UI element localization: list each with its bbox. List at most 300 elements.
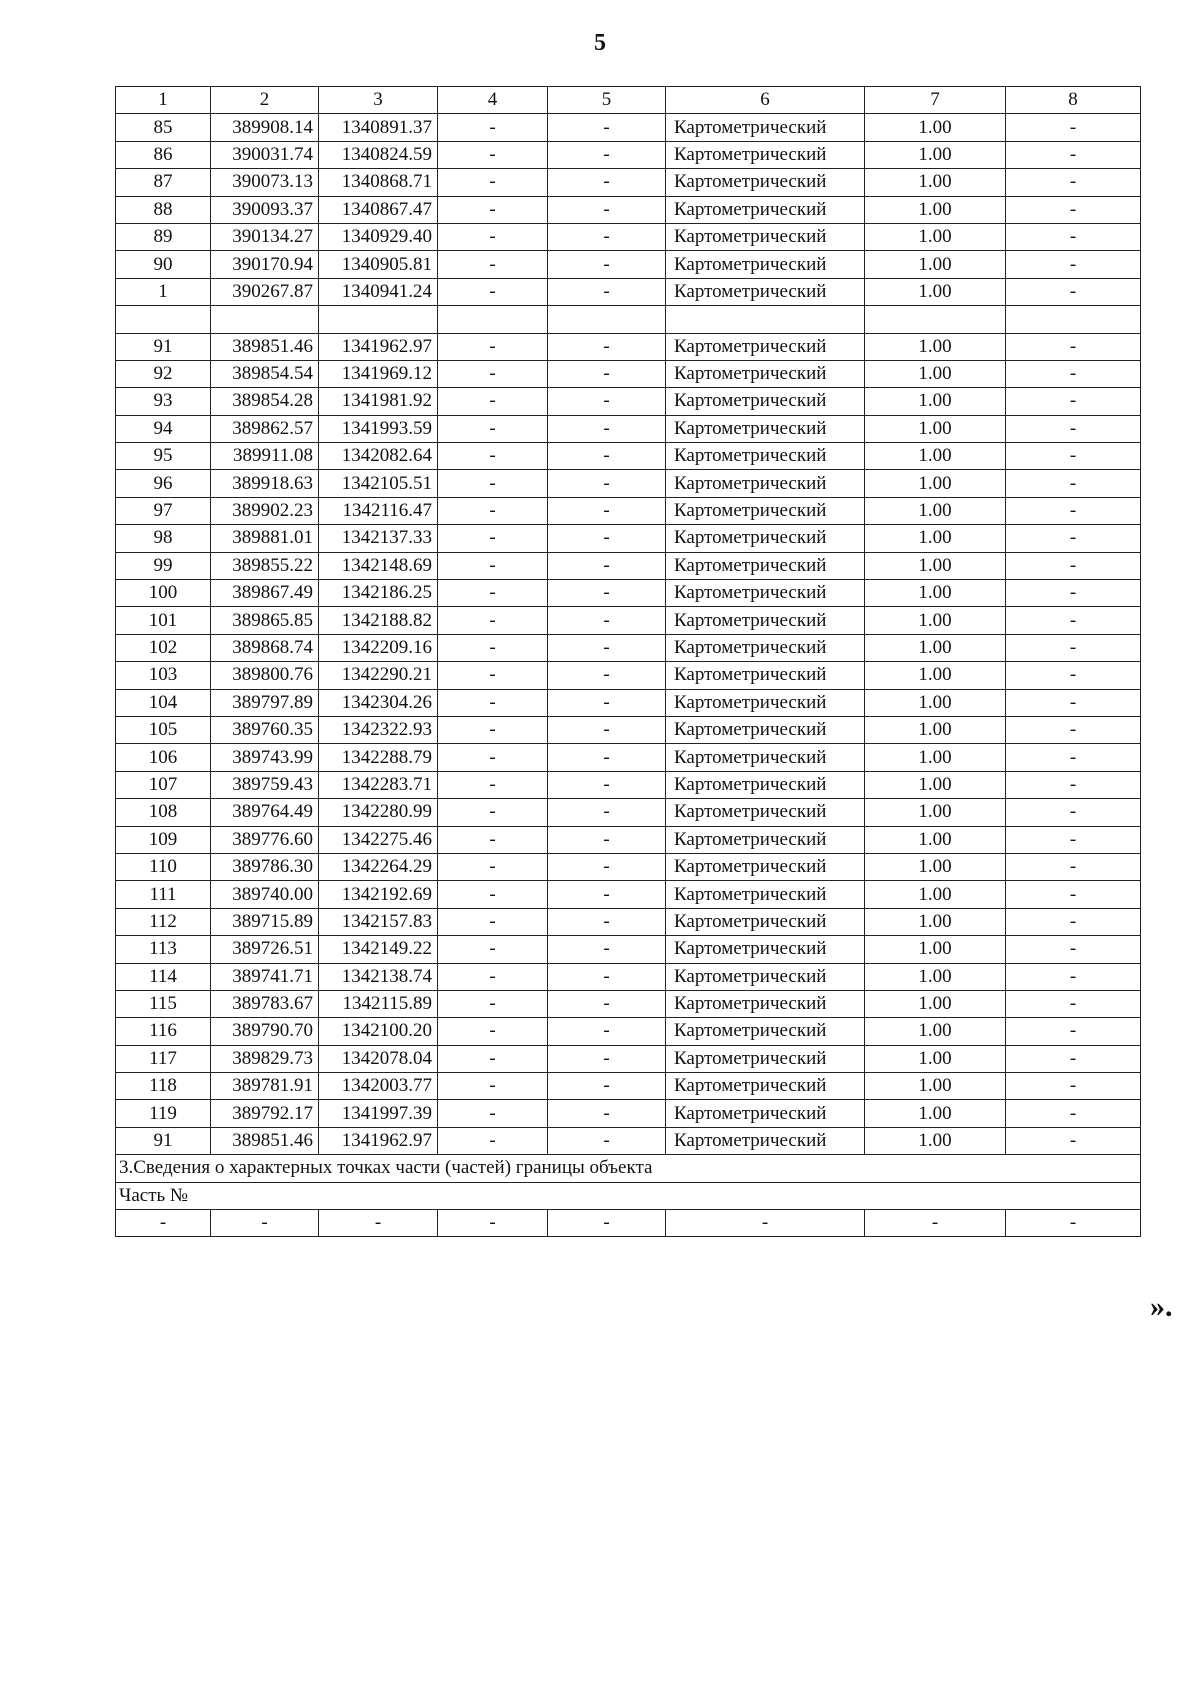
- table-row: [116, 196, 1141, 223]
- cell-col-1: 108: [116, 799, 211, 826]
- cell-col-6: Картометрический: [666, 716, 865, 743]
- cell-col-1: 88: [116, 196, 211, 223]
- cell-col-7: 1.00: [865, 251, 1006, 278]
- cell-col-2: 389792.17: [211, 1100, 319, 1127]
- cell-col-3: 1342264.29: [319, 853, 438, 880]
- cell-col-7: 1.00: [865, 1100, 1006, 1127]
- cell-col-1: 115: [116, 990, 211, 1017]
- cell-col-6: Картометрический: [666, 1073, 865, 1100]
- cell-col-5: -: [548, 470, 666, 497]
- cell-col-3: 1340867.47: [319, 196, 438, 223]
- table-row: [116, 1100, 1141, 1127]
- cell-col-8: -: [1006, 333, 1141, 360]
- cell-col-5: -: [548, 525, 666, 552]
- table-row: [116, 360, 1141, 387]
- cell-col-4: -: [438, 114, 548, 141]
- cell-col-1: 91: [116, 1127, 211, 1154]
- table-row: [116, 525, 1141, 552]
- cell-col-8: -: [1006, 908, 1141, 935]
- table-body: [116, 87, 1141, 1237]
- cell-col-6: Картометрический: [666, 525, 865, 552]
- table-row: [116, 607, 1141, 634]
- cell-col-2: 389743.99: [211, 744, 319, 771]
- cell-col-2: 390073.13: [211, 169, 319, 196]
- cell-col-8: -: [1006, 415, 1141, 442]
- cell-col-7: 1.00: [865, 1127, 1006, 1154]
- cell-col-7: 1.00: [865, 908, 1006, 935]
- table-row: [116, 908, 1141, 935]
- cell-col-1: 109: [116, 826, 211, 853]
- cell-col-1: 92: [116, 360, 211, 387]
- cell-col-4: -: [438, 963, 548, 990]
- cell-col-5: -: [548, 1127, 666, 1154]
- cell-col-7: 1.00: [865, 634, 1006, 661]
- cell-col-2: 389851.46: [211, 1127, 319, 1154]
- cell-col-2: 389867.49: [211, 580, 319, 607]
- cell-col-4: -: [438, 826, 548, 853]
- cell-col-1: 98: [116, 525, 211, 552]
- cell-col-1: 97: [116, 497, 211, 524]
- cell-col-8: -: [1006, 443, 1141, 470]
- cell-col-3: 1342283.71: [319, 771, 438, 798]
- cell-col-7: 1.00: [865, 826, 1006, 853]
- cell-col-2: 389764.49: [211, 799, 319, 826]
- cell-col-6: Картометрический: [666, 1045, 865, 1072]
- cell-col-3: 1342137.33: [319, 525, 438, 552]
- cell-col-3: 1342003.77: [319, 1073, 438, 1100]
- cell-col-4: -: [438, 853, 548, 880]
- table-row: [116, 936, 1141, 963]
- cell-col-3: 1342105.51: [319, 470, 438, 497]
- cell-col-2: 389908.14: [211, 114, 319, 141]
- cell-col-1: 85: [116, 114, 211, 141]
- cell-col-3: 1341981.92: [319, 388, 438, 415]
- cell-col-4: -: [438, 1073, 548, 1100]
- cell-col-6: Картометрический: [666, 881, 865, 908]
- cell-col-6: Картометрический: [666, 908, 865, 935]
- cell-col-2: 390031.74: [211, 141, 319, 168]
- cell-col-8: -: [1006, 196, 1141, 223]
- cell-col-5: -: [548, 908, 666, 935]
- cell-col-5: -: [548, 580, 666, 607]
- cell-col-7: 1.00: [865, 799, 1006, 826]
- cell-col-8: -: [1006, 388, 1141, 415]
- cell-col-8: 8: [1006, 87, 1141, 114]
- cell-col-7: 1.00: [865, 990, 1006, 1017]
- cell-col-2: 389911.08: [211, 443, 319, 470]
- section-title-row: [116, 1155, 1141, 1182]
- closing-quote-mark: ».: [1150, 1290, 1173, 1323]
- cell-col-1: 110: [116, 853, 211, 880]
- cell-col-2: 390267.87: [211, 278, 319, 305]
- cell-col-6: Картометрический: [666, 552, 865, 579]
- cell-col-3: 1340824.59: [319, 141, 438, 168]
- table-row: [116, 963, 1141, 990]
- cell-col-2: 2: [211, 87, 319, 114]
- cell-col-2: 389740.00: [211, 881, 319, 908]
- cell-col-8: -: [1006, 169, 1141, 196]
- cell-col-2: 389790.70: [211, 1018, 319, 1045]
- cell-col-8: -: [1006, 853, 1141, 880]
- cell-col-6: Картометрический: [666, 223, 865, 250]
- cell-col-7: 1.00: [865, 607, 1006, 634]
- cell-col-4: -: [438, 415, 548, 442]
- cell-col-5: -: [548, 799, 666, 826]
- cell-col-6: Картометрический: [666, 771, 865, 798]
- cell-col-6: Картометрический: [666, 470, 865, 497]
- cell-col-4: -: [438, 1100, 548, 1127]
- cell-col-8: -: [1006, 525, 1141, 552]
- cell-col-7: 1.00: [865, 716, 1006, 743]
- cell-col-7: 1.00: [865, 196, 1006, 223]
- cell-col-3: 1340868.71: [319, 169, 438, 196]
- cell-col-1: 112: [116, 908, 211, 935]
- cell-col-8: -: [1006, 552, 1141, 579]
- cell-col-5: -: [548, 1073, 666, 1100]
- cell-col-3: 1341962.97: [319, 1127, 438, 1154]
- cell-col-8: -: [1006, 936, 1141, 963]
- cell-col-6: Картометрический: [666, 634, 865, 661]
- cell-col-2: 389862.57: [211, 415, 319, 442]
- cell-col-5: -: [548, 771, 666, 798]
- cell-col-6: Картометрический: [666, 1100, 865, 1127]
- cell-col-3: 1342148.69: [319, 552, 438, 579]
- cell-col-3: 1342115.89: [319, 990, 438, 1017]
- cell-col-1: 1: [116, 278, 211, 305]
- cell-col-1: 111: [116, 881, 211, 908]
- cell-col-2: 389902.23: [211, 497, 319, 524]
- cell-col-5: -: [548, 662, 666, 689]
- cell-col-4: -: [438, 525, 548, 552]
- cell-col-2: -: [211, 1210, 319, 1237]
- cell-col-6: Картометрический: [666, 360, 865, 387]
- cell-col-3: 1342288.79: [319, 744, 438, 771]
- cell-col-6: Картометрический: [666, 1127, 865, 1154]
- cell-col-6: 6: [666, 87, 865, 114]
- table-row: [116, 1073, 1141, 1100]
- cell-col-4: -: [438, 662, 548, 689]
- table-row: [116, 388, 1141, 415]
- empty-cell: [116, 306, 211, 333]
- cell-col-3: -: [319, 1210, 438, 1237]
- section-title-row-text: 3.Сведения о характерных точках части (частей) границы объекта: [116, 1155, 1141, 1182]
- cell-col-5: -: [548, 415, 666, 442]
- cell-col-2: 390170.94: [211, 251, 319, 278]
- cell-col-7: 7: [865, 87, 1006, 114]
- cell-col-4: -: [438, 497, 548, 524]
- cell-col-6: Картометрический: [666, 497, 865, 524]
- cell-col-1: 99: [116, 552, 211, 579]
- cell-col-3: 1342304.26: [319, 689, 438, 716]
- cell-col-4: -: [438, 799, 548, 826]
- cell-col-3: 1342078.04: [319, 1045, 438, 1072]
- cell-col-3: 1342275.46: [319, 826, 438, 853]
- cell-col-4: -: [438, 360, 548, 387]
- cell-col-6: Картометрический: [666, 196, 865, 223]
- cell-col-4: -: [438, 196, 548, 223]
- cell-col-4: -: [438, 908, 548, 935]
- cell-col-6: -: [666, 1210, 865, 1237]
- cell-col-7: -: [865, 1210, 1006, 1237]
- cell-col-3: 1342157.83: [319, 908, 438, 935]
- cell-col-4: -: [438, 689, 548, 716]
- cell-col-4: -: [438, 744, 548, 771]
- cell-col-7: 1.00: [865, 963, 1006, 990]
- cell-col-6: Картометрический: [666, 853, 865, 880]
- cell-col-5: -: [548, 552, 666, 579]
- cell-col-6: Картометрический: [666, 141, 865, 168]
- cell-col-5: -: [548, 689, 666, 716]
- cell-col-2: 389854.28: [211, 388, 319, 415]
- cell-col-5: -: [548, 360, 666, 387]
- table-row: [116, 141, 1141, 168]
- cell-col-6: Картометрический: [666, 799, 865, 826]
- cell-col-5: -: [548, 607, 666, 634]
- cell-col-5: -: [548, 333, 666, 360]
- page-number: 5: [594, 30, 606, 56]
- cell-col-6: Картометрический: [666, 744, 865, 771]
- cell-col-1: 114: [116, 963, 211, 990]
- cell-col-3: 1342322.93: [319, 716, 438, 743]
- cell-col-3: 1342280.99: [319, 799, 438, 826]
- table-row: [116, 333, 1141, 360]
- table-row: [116, 689, 1141, 716]
- cell-col-6: Картометрический: [666, 689, 865, 716]
- cell-col-4: -: [438, 881, 548, 908]
- cell-col-4: -: [438, 716, 548, 743]
- cell-col-1: 116: [116, 1018, 211, 1045]
- table-header-row: [116, 87, 1141, 114]
- cell-col-3: 1340941.24: [319, 278, 438, 305]
- cell-col-8: -: [1006, 634, 1141, 661]
- cell-col-3: 1342192.69: [319, 881, 438, 908]
- empty-cell: [548, 306, 666, 333]
- cell-col-7: 1.00: [865, 1045, 1006, 1072]
- cell-col-8: -: [1006, 141, 1141, 168]
- cell-col-7: 1.00: [865, 853, 1006, 880]
- cell-col-6: Картометрический: [666, 826, 865, 853]
- cell-col-4: -: [438, 278, 548, 305]
- table-row: [116, 716, 1141, 743]
- table-row: [116, 771, 1141, 798]
- cell-col-6: Картометрический: [666, 963, 865, 990]
- cell-col-1: 119: [116, 1100, 211, 1127]
- cell-col-6: Картометрический: [666, 607, 865, 634]
- cell-col-2: 389759.43: [211, 771, 319, 798]
- cell-col-6: Картометрический: [666, 990, 865, 1017]
- cell-col-5: -: [548, 634, 666, 661]
- cell-col-5: -: [548, 388, 666, 415]
- cell-col-4: -: [438, 580, 548, 607]
- cell-col-3: 1342116.47: [319, 497, 438, 524]
- cell-col-7: 1.00: [865, 415, 1006, 442]
- cell-col-1: 94: [116, 415, 211, 442]
- cell-col-8: -: [1006, 744, 1141, 771]
- cell-col-8: -: [1006, 497, 1141, 524]
- cell-col-8: -: [1006, 278, 1141, 305]
- cell-col-4: -: [438, 169, 548, 196]
- cell-col-8: -: [1006, 251, 1141, 278]
- cell-col-6: Картометрический: [666, 415, 865, 442]
- cell-col-6: Картометрический: [666, 1018, 865, 1045]
- cell-col-5: -: [548, 990, 666, 1017]
- cell-col-4: -: [438, 607, 548, 634]
- cell-col-8: -: [1006, 1045, 1141, 1072]
- cell-col-3: 1342209.16: [319, 634, 438, 661]
- cell-col-4: -: [438, 771, 548, 798]
- cell-col-4: -: [438, 1210, 548, 1237]
- cell-col-5: -: [548, 963, 666, 990]
- cell-col-2: 389881.01: [211, 525, 319, 552]
- cell-col-3: 1342138.74: [319, 963, 438, 990]
- cell-col-7: 1.00: [865, 223, 1006, 250]
- cell-col-2: 389781.91: [211, 1073, 319, 1100]
- empty-cell: [319, 306, 438, 333]
- cell-col-3: 1342149.22: [319, 936, 438, 963]
- cell-col-1: 1: [116, 87, 211, 114]
- contour-separator-row: [116, 306, 1141, 333]
- cell-col-2: 390134.27: [211, 223, 319, 250]
- cell-col-6: Картометрический: [666, 114, 865, 141]
- cell-col-5: -: [548, 251, 666, 278]
- part-label-row: [116, 1182, 1141, 1209]
- table-row: [116, 251, 1141, 278]
- empty-dash-row: [116, 1210, 1141, 1237]
- cell-col-2: 389800.76: [211, 662, 319, 689]
- cell-col-7: 1.00: [865, 552, 1006, 579]
- cell-col-8: -: [1006, 1127, 1141, 1154]
- cell-col-3: 3: [319, 87, 438, 114]
- cell-col-8: -: [1006, 580, 1141, 607]
- cell-col-3: 1342290.21: [319, 662, 438, 689]
- cell-col-6: Картометрический: [666, 580, 865, 607]
- cell-col-8: -: [1006, 1073, 1141, 1100]
- table-row: [116, 662, 1141, 689]
- table-row: [116, 470, 1141, 497]
- cell-col-1: -: [116, 1210, 211, 1237]
- cell-col-6: Картометрический: [666, 662, 865, 689]
- cell-col-1: 86: [116, 141, 211, 168]
- cell-col-4: -: [438, 1018, 548, 1045]
- cell-col-5: -: [548, 853, 666, 880]
- cell-col-5: -: [548, 169, 666, 196]
- cell-col-5: -: [548, 141, 666, 168]
- cell-col-2: 389854.54: [211, 360, 319, 387]
- cell-col-3: 1340891.37: [319, 114, 438, 141]
- cell-col-5: -: [548, 278, 666, 305]
- cell-col-1: 100: [116, 580, 211, 607]
- cell-col-8: -: [1006, 1210, 1141, 1237]
- table-row: [116, 744, 1141, 771]
- part-label-row-text: Часть №: [116, 1182, 1141, 1209]
- cell-col-8: -: [1006, 716, 1141, 743]
- cell-col-7: 1.00: [865, 689, 1006, 716]
- table-row: [116, 826, 1141, 853]
- table-row: [116, 415, 1141, 442]
- cell-col-5: -: [548, 1100, 666, 1127]
- cell-col-2: 389868.74: [211, 634, 319, 661]
- cell-col-1: 90: [116, 251, 211, 278]
- cell-col-4: -: [438, 990, 548, 1017]
- cell-col-4: -: [438, 141, 548, 168]
- cell-col-7: 1.00: [865, 333, 1006, 360]
- cell-col-3: 1342186.25: [319, 580, 438, 607]
- cell-col-7: 1.00: [865, 278, 1006, 305]
- cell-col-2: 389829.73: [211, 1045, 319, 1072]
- cell-col-8: -: [1006, 771, 1141, 798]
- empty-cell: [865, 306, 1006, 333]
- cell-col-6: Картометрический: [666, 169, 865, 196]
- cell-col-1: 102: [116, 634, 211, 661]
- cell-col-5: -: [548, 881, 666, 908]
- cell-col-1: 103: [116, 662, 211, 689]
- table-row: [116, 990, 1141, 1017]
- cell-col-4: -: [438, 388, 548, 415]
- cell-col-7: 1.00: [865, 525, 1006, 552]
- cell-col-7: 1.00: [865, 141, 1006, 168]
- cell-col-6: Картометрический: [666, 251, 865, 278]
- cell-col-5: -: [548, 497, 666, 524]
- cell-col-3: 1340905.81: [319, 251, 438, 278]
- cell-col-6: Картометрический: [666, 936, 865, 963]
- cell-col-7: 1.00: [865, 580, 1006, 607]
- cell-col-8: -: [1006, 223, 1141, 250]
- cell-col-5: -: [548, 223, 666, 250]
- cell-col-4: -: [438, 223, 548, 250]
- cell-col-8: -: [1006, 470, 1141, 497]
- cell-col-8: -: [1006, 360, 1141, 387]
- table-row: [116, 552, 1141, 579]
- cell-col-8: -: [1006, 990, 1141, 1017]
- cell-col-8: -: [1006, 1018, 1141, 1045]
- cell-col-3: 1341969.12: [319, 360, 438, 387]
- table-row: [116, 799, 1141, 826]
- cell-col-5: -: [548, 826, 666, 853]
- cell-col-8: -: [1006, 1100, 1141, 1127]
- cell-col-1: 93: [116, 388, 211, 415]
- cell-col-5: -: [548, 114, 666, 141]
- cell-col-1: 89: [116, 223, 211, 250]
- table-row: [116, 278, 1141, 305]
- empty-cell: [211, 306, 319, 333]
- cell-col-7: 1.00: [865, 497, 1006, 524]
- cell-col-3: 1341997.39: [319, 1100, 438, 1127]
- cell-col-4: -: [438, 333, 548, 360]
- cell-col-1: 106: [116, 744, 211, 771]
- cell-col-7: 1.00: [865, 388, 1006, 415]
- cell-col-5: -: [548, 1210, 666, 1237]
- cell-col-1: 87: [116, 169, 211, 196]
- table-row: [116, 853, 1141, 880]
- cell-col-4: -: [438, 634, 548, 661]
- cell-col-4: 4: [438, 87, 548, 114]
- cell-col-7: 1.00: [865, 360, 1006, 387]
- cell-col-7: 1.00: [865, 443, 1006, 470]
- cell-col-2: 390093.37: [211, 196, 319, 223]
- cell-col-8: -: [1006, 799, 1141, 826]
- cell-col-7: 1.00: [865, 771, 1006, 798]
- cell-col-5: -: [548, 716, 666, 743]
- cell-col-8: -: [1006, 689, 1141, 716]
- cell-col-2: 389918.63: [211, 470, 319, 497]
- cell-col-4: -: [438, 1127, 548, 1154]
- cell-col-1: 117: [116, 1045, 211, 1072]
- cell-col-2: 389783.67: [211, 990, 319, 1017]
- cell-col-2: 389851.46: [211, 333, 319, 360]
- table-row: [116, 881, 1141, 908]
- cell-col-8: -: [1006, 114, 1141, 141]
- table-row: [116, 1127, 1141, 1154]
